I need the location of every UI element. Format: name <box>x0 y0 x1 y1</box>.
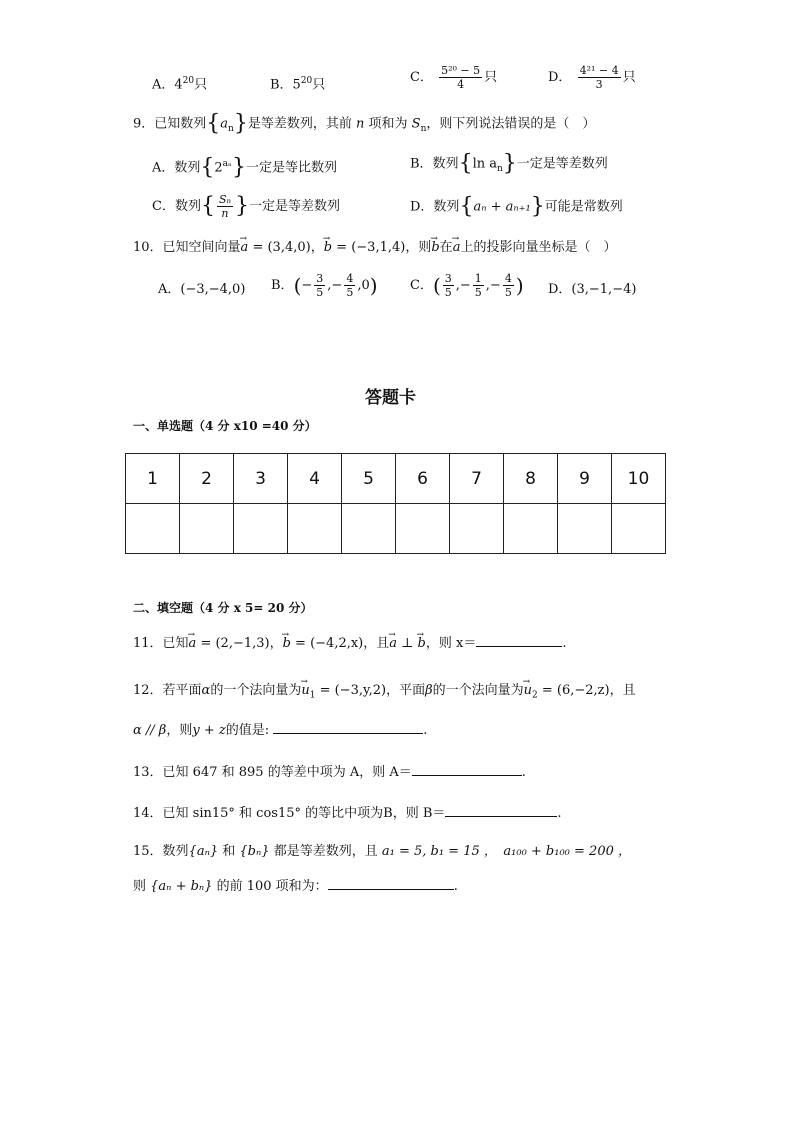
answer-cell[interactable] <box>504 504 558 554</box>
answer-grid-header-row <box>126 454 666 504</box>
q9-option-a: A．数列$\{2^{a_n}\}$一定是等比数列 <box>152 154 337 180</box>
q8-option-a: A．$4^{20}$只 <box>152 76 208 93</box>
q8-option-b: B．$5^{20}$只 <box>270 76 326 93</box>
answer-cell[interactable] <box>612 504 666 554</box>
answer-card-title: 答题卡 <box>365 388 416 408</box>
q10-option-d: D．(3,−1,−4) <box>548 282 637 297</box>
answer-number: 5 <box>342 454 396 504</box>
answer-cell[interactable] <box>396 504 450 554</box>
q13: 13．已知 647 和 895 的等差中项为 A，则 A＝ . <box>133 761 526 782</box>
answer-number: 8 <box>504 454 558 504</box>
q12-line2: α // β，则y + z的值是: . <box>133 719 427 740</box>
q12-answer-blank[interactable] <box>273 719 423 734</box>
q9-option-c: C．数列{ $\frac{\text{Sₙ}}{n}$ }一定是等差数列 <box>152 193 340 220</box>
answer-number: 6 <box>396 454 450 504</box>
answer-cell[interactable] <box>342 504 396 554</box>
q9-stem: 9．已知数列$\{a_n\}$是等差数列，其前 n 项和为 $S_n$，则下列说法错误的是（ ） <box>133 111 596 136</box>
answer-number: 9 <box>558 454 612 504</box>
q15-answer-blank[interactable] <box>328 875 454 890</box>
answer-grid <box>125 453 666 554</box>
answer-number: 4 <box>288 454 342 504</box>
q10-option-c: C．( $\frac{3}{5}$ ,− $\frac{1}{5}$ ,− $\frac{4}{5}$ ) <box>410 272 524 299</box>
q10-option-a: A．(−3,−4,0) <box>158 282 246 297</box>
answer-cell[interactable] <box>450 504 504 554</box>
q10-option-b: B．(− $\frac{3}{5}$ ,− $\frac{4}{5}$ ,0) <box>271 272 378 299</box>
q9-option-b: B．数列{ln $a_n$}一定是等差数列 <box>410 151 608 176</box>
answer-cell[interactable] <box>126 504 180 554</box>
answer-number: 1 <box>126 454 180 504</box>
answer-cell[interactable] <box>288 504 342 554</box>
q14: 14．已知 sin15° 和 cos15° 的等比中项为B，则 B＝ . <box>133 802 562 823</box>
answer-grid-input-row <box>126 504 666 554</box>
q14-answer-blank[interactable] <box>445 802 557 817</box>
q8-option-d: D． $\frac{\text{4²¹ − 4}}{3}$ 只 <box>548 64 636 91</box>
q10-stem: 10．已知空间向量→ a = (3,4,0)，→ b = (−3,1,4)，则→ b在→ a上的投影向量坐标是（ ） <box>133 239 616 257</box>
q13-answer-blank[interactable] <box>412 761 522 776</box>
q9-option-d: D．数列{aₙ + aₙ₊₁}可能是常数列 <box>410 194 623 219</box>
q8-option-c: C． $\frac{\text{5²⁰ − 5}}{4}$ 只 <box>410 64 498 91</box>
answer-cell[interactable] <box>180 504 234 554</box>
q11-answer-blank[interactable] <box>476 632 562 647</box>
q15-line2: 则 {aₙ + bₙ} 的前 100 项和为： . <box>133 875 458 896</box>
answer-cell[interactable] <box>234 504 288 554</box>
answer-number: 7 <box>450 454 504 504</box>
answer-number: 2 <box>180 454 234 504</box>
answer-cell[interactable] <box>558 504 612 554</box>
q11: 11．已知→ a = (2,−1,3)，→ b = (−4,2,x)，且→ a ⊥ → b，则 x＝ . <box>133 632 566 653</box>
q12-line1: 12．若平面α的一个法向量为→ $u_1 = (-3,y,2)$，平面β的一个法向量为→ $u_2 = (6,-2,z)$，且 <box>133 682 636 705</box>
section-fill-blank: 二、填空题（4 分 x 5= 20 分） <box>133 601 313 615</box>
q15-line1: 15．数列{aₙ} 和 {bₙ} 都是等差数列，且 a₁ = 5, b₁ = 15 ， a₁₀₀ + b₁₀₀ = 200 ， <box>133 844 631 859</box>
answer-number: 10 <box>612 454 666 504</box>
section-single-choice: 一、单选题（4 分 x10 =40 分） <box>133 419 317 433</box>
answer-number: 3 <box>234 454 288 504</box>
